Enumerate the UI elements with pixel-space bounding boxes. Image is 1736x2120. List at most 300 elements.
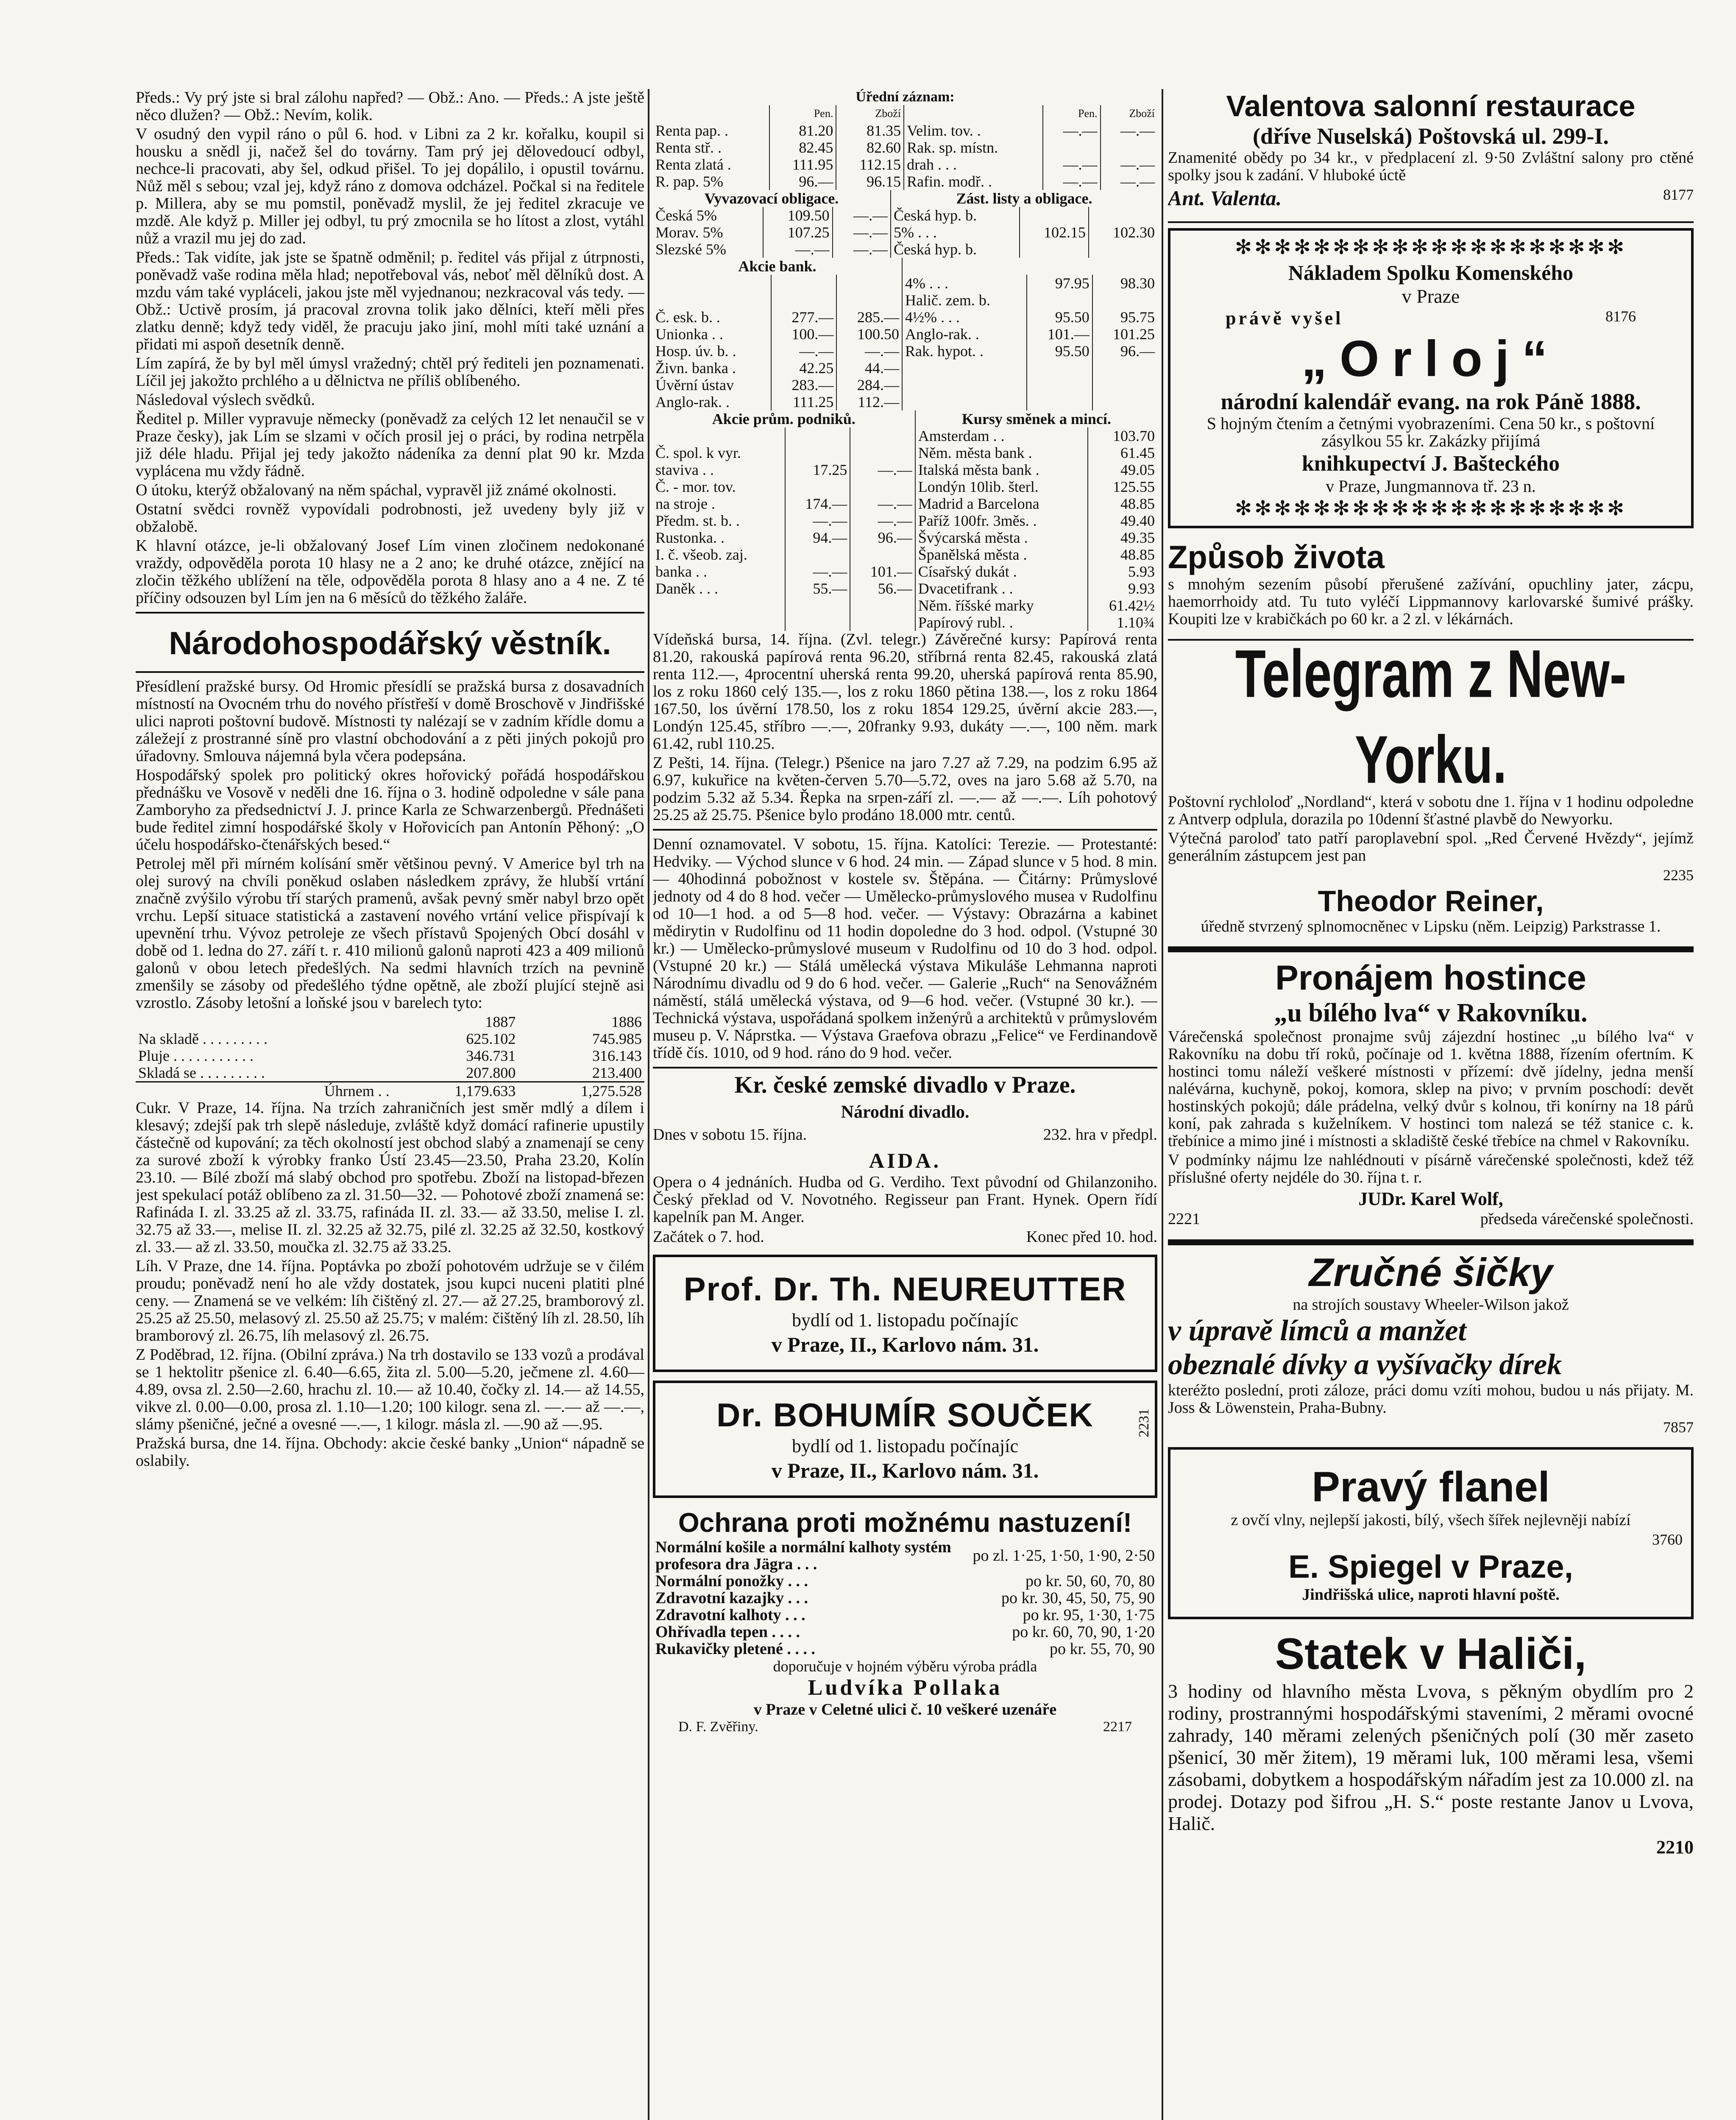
table-row xyxy=(653,563,1157,580)
table-row xyxy=(653,427,1157,444)
column-1 xyxy=(136,89,644,2120)
table-row xyxy=(653,478,1157,495)
price-zbozi xyxy=(836,292,902,309)
table-total-row xyxy=(136,1082,644,1100)
ad-komensky xyxy=(1168,228,1694,528)
article-paragraph: Předs.: Vy prý jste si bral zálohu napřed? — Obž.: Ano. — Předs.: A jste ještě něco dlužen? — Obž.: Nevím, kolik. xyxy=(136,89,644,124)
doctor-name: Prof. Dr. Th. NEUREUTTER xyxy=(683,1270,1127,1308)
price-zbozi: 101.25 xyxy=(1113,326,1155,343)
price-pen xyxy=(785,444,850,461)
ochrana-address: v Praze v Celetné ulici č. 10 veškeré uzenáře xyxy=(753,1701,1057,1718)
price-zbozi: 82.60 xyxy=(836,139,904,156)
table-header-row xyxy=(653,258,1157,275)
sicky-body: kteréžto poslední, proti záloze, práci domu vzíti mohou, budou u nás přijaty. M. Joss & Löwenstein, Praha-Bubny. xyxy=(1168,1381,1694,1417)
security-name: Č. - mor. tov. xyxy=(653,478,785,495)
table-row xyxy=(136,1064,644,1082)
theatre-start: Začátek o 7. hod. xyxy=(653,1228,764,1246)
price-pen xyxy=(785,546,850,563)
exchange-name: Císařský dukát . xyxy=(915,563,1088,580)
pronajem-footer xyxy=(1168,1210,1694,1228)
exchange-value: 61.45 xyxy=(1120,444,1155,461)
exchange-name: Něm. města bank . xyxy=(915,444,1088,461)
column-rule-1 xyxy=(648,89,649,2120)
ochrana-foot: D. F. Zvěřiny. xyxy=(678,1719,758,1735)
price-pen: 102.15 xyxy=(1020,224,1089,241)
section-akcie-prum: Akcie prům. podniků. xyxy=(653,410,915,427)
price-zbozi: —.— xyxy=(833,207,891,224)
table-row xyxy=(653,241,1157,258)
exchange-value: 48.85 xyxy=(1120,495,1155,512)
ad-flanel xyxy=(1168,1447,1694,1619)
exchange-name: Madrid a Barcelona xyxy=(915,495,1088,512)
price-zbozi: 284.— xyxy=(836,377,902,393)
price-pen: 283.— xyxy=(771,377,837,393)
price-pen xyxy=(1020,241,1089,258)
article-paragraph: Ostatní svědci rovněž vypovídali podrobnosti, jež uvedeny byly již v obžalobě. xyxy=(136,500,644,536)
price-pen xyxy=(785,614,850,631)
price-zbozi: 285.— xyxy=(836,309,902,326)
pronajem-body: Várečenská společnost pronajme svůj zájezdní hostinec „u bílého lva“ v Rakovníku na dobu tří roků, počínaje od 1. května 1888, řízením ofertním. K hostinci tomu náleží veškeré místnosti v přízemí: dvě jídelny, jedna menší nalévárna, kuchyně, pokoj, komora, sklep na pivo; v prvním poschodí: devět hostinských pokojů; dále prádelna, velký dvůr s kolnou, tři konírny na 18 párů koní, pak zahrada s kuželníkem. V hostinci tom nalezá se též stanice c. k. třebínice a mimo jiné i místnosti a skladiště české třebíce na chmel v Rakovníku. xyxy=(1168,1028,1694,1150)
star-border-icon: ✻✻✻✻✻✻✻✻✻✻✻✻✻✻✻✻✻✻✻✻ xyxy=(1234,236,1627,259)
telegram-body: Poštovní rychloloď „Nordland“, která v sobotu dne 1. října v 1 hodinu odpoledne z Antverp odplula, dorazila po 10denní šťastné plavbě do Newyorku. xyxy=(1168,793,1694,828)
valenta-signature: Ant. Valenta. xyxy=(1168,186,1282,210)
ad-code: 2217 xyxy=(1103,1719,1132,1735)
security-name: Velim. tov. . xyxy=(904,122,1043,139)
price-pen: —.— xyxy=(771,343,837,360)
table-row xyxy=(653,461,1157,478)
market-paragraph: Líh. V Praze, dne 14. října. Poptávka po zboží pohotovém udržuje se v čilém proudu; poněvadž není ho ale vždy dostatek, jsou kupci nuceni platiti plné ceny. — Znamená se ve velkém: líh čištěný zl. 27.— až 27.25, bramborový zl. 25.25 až 25.50, melasový zl. 25.50 až 25.75; v malém: čištěný líh zl. 28.50, líh bramborový zl. 26.75, líh melasový zl. 26.75. xyxy=(136,1257,644,1345)
theatre-opera: AIDA. xyxy=(869,1149,942,1172)
divider xyxy=(136,671,644,673)
table-row xyxy=(653,173,1157,190)
price-zbozi: 81.35 xyxy=(836,122,904,139)
price-zbozi xyxy=(850,427,915,444)
telegram-title: Telegram z New-Yorku. xyxy=(1235,636,1627,798)
security-name: Anglo-rak. . xyxy=(902,326,1027,343)
pronajem-body: V podmínky nájmu lze nahlédnouti v písárně várečenské společnosti, kdež též příslušné oferty nejdéle do 30. října t. r. xyxy=(1168,1151,1694,1186)
security-name: Renta pap. . xyxy=(653,122,769,139)
security-name: Úvěrní ústav xyxy=(653,377,771,393)
price-pen xyxy=(1043,139,1101,156)
market-paragraph: Pražská bursa, dne 14. října. Obchody: akcie české banky „Union“ nápadně se oslabily. xyxy=(136,1434,644,1470)
orloj-title: „Orloj“ xyxy=(1301,330,1560,387)
security-name xyxy=(902,377,1027,393)
reiner-body: úředně stvrzený splnomocněnec v Lipsku (něm. Leipzig) Parkstrasse 1. xyxy=(1201,918,1661,935)
ad-code: 2231 xyxy=(1136,1409,1152,1437)
value-1887: 346.731 xyxy=(466,1047,516,1064)
value-1886: 745.985 xyxy=(592,1030,642,1047)
price-pen xyxy=(785,478,850,495)
table-row xyxy=(653,1623,1157,1640)
theatre-end: Konec před 10. hod. xyxy=(1026,1228,1157,1246)
price-zbozi: 102.30 xyxy=(1113,224,1155,241)
clothing-price: po kr. 50, 60, 70, 80 xyxy=(1025,1572,1155,1590)
exchange-value: 5.93 xyxy=(1128,563,1155,580)
price-pen: 97.95 xyxy=(1027,275,1092,292)
article-paragraph: K hlavní otázce, je-li obžalovaný Josef Lím vinen zločinem nedokonané vraždy, odpověděla porota 10 hlasy ne a 2 ano; ke druhé otázce, znějící na zločin těžkého ublížení na těle, odpověděla porota 8 hlasy ano a 4 ne. Z té příčiny odsouzen byl Lím jen na 6 měsíců do těžkého žaláře. xyxy=(136,537,644,607)
flanel-address: Jindřišská ulice, naproti hlavní poště. xyxy=(1302,1586,1560,1604)
flanel-title: Pravý flanel xyxy=(1312,1463,1550,1511)
komensky-line2: v Praze xyxy=(1402,285,1460,307)
pronajem-role: předseda várečenské společnosti. xyxy=(1480,1210,1694,1228)
price-pen: 95.50 xyxy=(1027,309,1092,326)
quotes-title: Úřední záznam: xyxy=(855,89,955,105)
security-name xyxy=(902,360,1027,377)
ochrana-recommend: doporučuje v hojném výběru výroba prádla xyxy=(773,1658,1037,1675)
clothing-price: po kr. 55, 70, 90 xyxy=(1049,1640,1155,1658)
statek-title: Statek v Haliči, xyxy=(1275,1629,1587,1679)
table-header-row xyxy=(136,1013,644,1030)
ad-neureutter xyxy=(653,1255,1157,1372)
price-zbozi xyxy=(850,444,915,461)
price-zbozi xyxy=(850,597,915,614)
table-row xyxy=(653,343,1157,360)
security-name: I. č. všeob. zaj. xyxy=(653,546,785,563)
theatre-date-row xyxy=(653,1125,1157,1144)
exchange-name: Dvacetifrank . . xyxy=(915,580,1088,597)
valenta-title: Valentova salonní restaurace xyxy=(1226,89,1636,123)
market-paragraph: Cukr. V Praze, 14. října. Na trzích zahraničních jest směr mdlý a dílem i klesavý; zdejší pak trh slepě následuje, zvláště když domácí rafinerie upustily částečně od kupování; za těch okolností jest obchod slabý a znamenají se ceny za surové zboží k výrobky franko Ústí 23.45—23.50, Praha 23.20, Kolín 23.10. — Bílé zboží má slabý obchod pro spotřebu. Zboží na listopad-březen jest spekulací potáž oblíbeno za zl. 31.50—32. — Pohotové zboží znamená se: Rafináda I. zl. 33.25 až zl. 33.75, rafináda II. zl. 33.— až 33.50, melise I. zl. 32.75 až 33.—, melise II. zl. 32.25 až 32.75, pilé zl. 32.25 až 32.50, kostkový zl. 33.— až zl. 33.50, moučka zl. 32.75 až 33.25. xyxy=(136,1099,644,1256)
row-label: Skladá se . . . . . . . . . xyxy=(138,1064,265,1081)
table-row xyxy=(653,139,1157,156)
price-zbozi: —.— xyxy=(1120,122,1155,139)
denni-paragraph: Denní oznamovatel. V sobotu, 15. října. Katolíci: Terezie. — Protestanté: Hedviky. — Východ slunce v 6 hod. 24 min. — Západ slunce v 5 hod. 8 min. — 40hodinná pobožnost v kostele sv. Štěpána. — Čitárny: Průmyslové jednoty od 4 do 8 hod. večer — Umělecko-průmyslového musea v Rudolfinu od 10—1 hod. a od 5—8 hod. večer. — Výstavy: Obrazárna a kabinet mědirytin v Rudolfinu od 11 hodin dopoledne do 3 hod. odpol. (Vstupné 30 kr.) — Umělecko-průmyslové museum v Rudolfinu od 10 do 3 hod. odpol. (Vstupné 20 kr.) — Stálá umělecká výstava Mikuláše Lehmanna naproti Národnímu divadlu od 9 do 6 hod. večer. — Galerie „Ruch“ na Senovážném náměstí, stálá umělecká výstava, od 9—6 hod. večer. (Vstupné 30 kr.). — Technická výstava, uspořádaná spolkem inženýrů a architektů v průmyslovém museu p. V. Náprstka. — Výstava Graefova obrazu „Felice“ ve Ferdinandově třídě čís. 1010, od 9 hod. ráno do 9 hod. večer. xyxy=(653,835,1157,1062)
table-row xyxy=(653,614,1157,631)
security-name: banka . . xyxy=(653,563,785,580)
column-rule-2 xyxy=(1162,89,1163,2120)
security-name: drah . . . xyxy=(904,156,1043,173)
price-pen xyxy=(1027,393,1092,410)
exchange-name: Papírový rubl. . xyxy=(915,614,1088,631)
clothing-item: Rukavičky pletené . . . . xyxy=(655,1640,815,1658)
quotes-table-banks xyxy=(653,258,1157,410)
valenta-body: Znamenité obědy po 34 kr., v předplacení zl. 9·50 Zvláštní salony pro ctěné spolky jsou k zadání. V hluboké úctě xyxy=(1168,149,1694,184)
price-zbozi xyxy=(1092,292,1157,309)
exchange-name: Španělská města . xyxy=(915,546,1088,563)
total-label: Úhrnem . . xyxy=(324,1082,390,1099)
doctor-line: bydlí od 1. listopadu počínajíc xyxy=(791,1436,1019,1456)
security-name: Živn. banka . xyxy=(653,360,771,377)
ochrana-table xyxy=(653,1539,1157,1657)
security-name: Č. esk. b. . xyxy=(653,309,771,326)
table-row xyxy=(136,1047,644,1064)
price-zbozi: 96.— xyxy=(850,529,915,546)
ad-valenta xyxy=(1168,89,1694,210)
value-1886: 316.143 xyxy=(592,1047,642,1064)
ad-sicky xyxy=(1168,1239,1694,1436)
security-name: Česká 5% xyxy=(653,207,763,224)
theatre-title: Kr. české zemské divadlo v Praze. xyxy=(734,1072,1076,1098)
price-pen: —.— xyxy=(1043,122,1101,139)
value-1886: 213.400 xyxy=(592,1064,642,1081)
security-name: Halič. zem. b. xyxy=(902,292,1027,309)
pronajem-subtitle: „u bílého lva“ v Rakovníku. xyxy=(1274,999,1588,1027)
pen-label: Pen. xyxy=(769,105,836,122)
theatre-text: Opera o 4 jednáních. Hudba od G. Verdiho. Text původní od Ghilanzoniho. Český překlad od V. Novotného. Regisseur pan Frant. Hynek. Opern řídí kapelník pan M. Anger. xyxy=(653,1173,1157,1226)
komensky-shop: knihkupectví J. Bašteckého xyxy=(1301,452,1560,476)
ochrana-firm: Ludvíka Pollaka xyxy=(808,1676,1003,1700)
table-row xyxy=(653,529,1157,546)
clothing-price: po zl. 1·25, 1·50, 1·90, 2·50 xyxy=(972,1547,1155,1565)
ad-code: 2210 xyxy=(1656,1837,1694,1858)
clothing-price: po kr. 30, 45, 50, 75, 90 xyxy=(1001,1589,1155,1607)
doctor-address: v Praze, II., Karlovo nám. 31. xyxy=(771,1459,1039,1482)
pronajem-title: Pronájem hostince xyxy=(1275,959,1586,997)
table-row xyxy=(653,292,1157,309)
clothing-item: Ohřívadla tepen . . . . xyxy=(655,1623,800,1641)
exchange-value: 49.05 xyxy=(1120,461,1155,478)
article-paragraph: O útoku, kterýž obžalovaný na něm spáchal, vypravěl již známé okolnosti. xyxy=(136,481,617,499)
pest-paragraph: Z Pešti, 14. října. (Telegr.) Pšenice na jaro 7.27 až 7.29, na podzim 6.95 až 6.97, kukuřice na květen-červen 5.70—5.72, oves na jaro 5.68 až 5.70, na podzim 5.32 až 5.34. Řepka na srpen-září zl. —.— až —.—. Líh pohotový 25.25 až 25.75. Pšenice bylo prodáno 18.000 mtr. centů. xyxy=(653,754,1157,824)
price-zbozi: 112.— xyxy=(836,393,902,410)
komensky-line3: právě vyšel xyxy=(1226,308,1343,329)
price-pen: 17.25 xyxy=(785,461,850,478)
flanel-firm: E. Spiegel v Praze, xyxy=(1288,1549,1573,1585)
ad-pronajem xyxy=(1168,946,1694,1228)
table-row xyxy=(653,326,1157,343)
valenta-subtitle: (dříve Nuselská) Poštovská ul. 299-I. xyxy=(1252,123,1609,149)
price-zbozi: —.— xyxy=(850,461,915,478)
table-header-row xyxy=(653,105,1157,122)
clothing-item: Zdravotní kazajky . . . xyxy=(655,1589,808,1607)
quotes-table-rent xyxy=(653,105,1157,190)
price-zbozi xyxy=(1089,241,1157,258)
exchange-value: 49.40 xyxy=(1120,512,1155,529)
valenta-footer xyxy=(1168,186,1694,210)
clothing-price: po kr. 60, 70, 90, 1·20 xyxy=(1012,1623,1155,1641)
security-name: 4½% . . . xyxy=(902,309,1027,326)
table-row xyxy=(136,1030,644,1047)
price-zbozi xyxy=(850,478,915,495)
price-pen: 174.— xyxy=(785,495,850,512)
price-pen: 95.50 xyxy=(1027,343,1092,360)
article-paragraph: V osudný den vypil ráno o půl 6. hod. v Libni za 2 kr. kořalku, koupil si housku a snědl ji, načež šel do továrny. Tam prý jej dělovedoucí odbyl, nechce-li pracovati, aby šel, odkud přišel. To jej dopálilo, i opustil továrnu. Nůž měl s sebou; vzal jej, když ráno z domova odcházel. Počkal si na ředitele p. Millera, aby se mu pomstil, poněvadž myslil, že jej ředitel zkracuje ve mzdě. Ale když p. Miller jej odbyl, tu prý zmocnila se ho lítost a zlost, vytáhl nůž a vrazil mu jej do zad. xyxy=(136,125,644,247)
price-zbozi: —.— xyxy=(833,241,891,258)
table-row xyxy=(653,122,1157,139)
telegram-body: Výtečná paroloď tato patří paroplavební spol. „Red Červené Hvězdy“, jejímž generálním zástupcem jest pan xyxy=(1168,829,1694,865)
column-3 xyxy=(1168,89,1694,2120)
price-zbozi: 96.— xyxy=(1120,343,1155,360)
section-kursy: Kursy směnek a mincí. xyxy=(961,410,1111,427)
price-pen: 277.— xyxy=(771,309,837,326)
price-pen: 111.95 xyxy=(769,156,836,173)
table-row xyxy=(653,495,1157,512)
exchange-value: 48.85 xyxy=(1120,546,1155,563)
ad-code: 2235 xyxy=(1663,867,1694,884)
exchange-name: Italská města bank . xyxy=(915,461,1088,478)
security-name: Slezské 5% xyxy=(653,241,763,258)
table-row xyxy=(653,224,1157,241)
price-zbozi: —.— xyxy=(850,512,915,529)
price-pen: 107.25 xyxy=(763,224,832,241)
price-zbozi: —.— xyxy=(836,343,902,360)
price-zbozi: —.— xyxy=(1120,156,1155,173)
theatre-subtitle: Národní divadlo. xyxy=(841,1102,970,1122)
table-row xyxy=(653,597,1157,614)
value-1887: 625.102 xyxy=(466,1030,516,1047)
price-pen xyxy=(1027,377,1092,393)
section-listy: Zást. listy a obligace. xyxy=(956,190,1092,207)
price-pen: 111.25 xyxy=(771,393,837,410)
price-pen: —.— xyxy=(785,563,850,580)
security-name: 4% . . . xyxy=(902,275,1027,292)
sicky-line1: na strojích soustavy Wheeler-Wilson jakož xyxy=(1293,1296,1569,1314)
ad-telegram xyxy=(1168,636,1694,935)
ad-code: 3760 xyxy=(1652,1531,1683,1548)
price-zbozi xyxy=(1092,393,1157,410)
security-name: Daněk . . . xyxy=(653,580,785,597)
quotes-table-industry xyxy=(653,410,1157,631)
doctor-address: v Praze, II., Karlovo nám. 31. xyxy=(771,1333,1039,1356)
quotes-table-obligations xyxy=(653,190,1157,258)
price-zbozi: 95.75 xyxy=(1120,309,1155,326)
theatre-performance: 232. hra v předpl. xyxy=(1043,1126,1157,1144)
theatre-date: Dnes v sobotu 15. října. xyxy=(653,1126,807,1144)
article-paragraph: Ředitel p. Miller vypravuje německy (poněvadž za celých 12 let nenaučil se v Praze česky), jak Lím se slzami v očích prosil jej o práci, by rodina netrpěla již déle hladu. Přijal jej tedy jakožto nádeníka za denní plat 90 kr. Mzda vyplácena mu vždy řádně. xyxy=(136,410,644,480)
sicky-big2: obeznalé dívky a vyšívačky dírek xyxy=(1168,1348,1562,1381)
zpusob-title: Způsob života xyxy=(1168,539,1385,575)
row-label: Na skladě . . . . . . . . . xyxy=(138,1030,268,1047)
stock-table xyxy=(136,1013,644,1099)
price-zbozi xyxy=(850,546,915,563)
sicky-title: Zručné šičky xyxy=(1309,1250,1553,1294)
security-name: Morav. 5% xyxy=(653,224,763,241)
row-label: Pluje . . . . . . . . . . . xyxy=(138,1047,254,1064)
price-pen: 42.25 xyxy=(771,360,837,377)
column-2 xyxy=(653,89,1157,2120)
komensky-line1: Nákladem Spolku Komenského xyxy=(1288,261,1574,285)
table-row xyxy=(653,156,1157,173)
table-row xyxy=(653,360,1157,377)
zbozi-label: Zboží xyxy=(1129,107,1155,120)
econ-paragraph: Hospodářský spolek pro politický okres hořovický pořádá hospodářskou přednášku ve Vosově v neděli dne 16. října o 3. hodině odpoledne v sále pana Zamboryho za předsednictví J. J. prince Karla ze Schwarzenbergů. Přednášeti bude ředitel zimní hospodářské školy v Hořovicích pan Antonín Pěhoný: „O účelu hospodářsko-čtenářských besed.“ xyxy=(136,766,644,854)
exchange-value: 61.42½ xyxy=(1109,597,1155,614)
price-zbozi xyxy=(1092,360,1157,377)
security-name xyxy=(653,427,785,444)
ochrana-footer xyxy=(653,1719,1157,1735)
security-name: na stroje . xyxy=(653,495,785,512)
security-name: staviva . . xyxy=(653,461,785,478)
komensky-kalendar: národní kalendář evang. na rok Páně 1888. xyxy=(1220,389,1641,414)
article-paragraph: Předs.: Tak vidíte, jak jste se špatně odměnil; p. ředitel vás přijal z útrpnosti, poněvadž vaše rodina měla hlad; nepotřeboval vás, neboť měl dělníků dost. A mzdu vám také vypláceli, jakou jste měl vyjednanou; nezkracoval vás tedy. — Obž.: Uctivě prosím, já pracoval zrovna tolik jako dělníci, kteří měli přes zlatku denně; když tedy viděl, že pracuju jako jiní, mohl míti také uznání a přidati mi aspoň desetník denně. xyxy=(136,248,644,353)
security-name xyxy=(902,393,1027,410)
security-name: Hosp. úv. b. . xyxy=(653,343,771,360)
price-pen: 109.50 xyxy=(763,207,832,224)
star-border-icon: ✻✻✻✻✻✻✻✻✻✻✻✻✻✻✻✻✻✻✻✻ xyxy=(1234,497,1627,520)
clothing-price: po kr. 95, 1·30, 1·75 xyxy=(1023,1606,1155,1624)
price-zbozi: —.— xyxy=(833,224,891,241)
exchange-name: Něm. říšské marky xyxy=(915,597,1088,614)
price-pen xyxy=(1027,292,1092,309)
security-name xyxy=(653,275,771,292)
price-zbozi: 100.50 xyxy=(836,326,902,343)
price-zbozi xyxy=(850,614,915,631)
price-pen xyxy=(1020,207,1089,224)
exchange-value: 49.35 xyxy=(1120,529,1155,546)
table-row xyxy=(653,1640,1157,1657)
security-name xyxy=(653,597,785,614)
divider xyxy=(136,612,644,614)
statek-body: 3 hodiny od hlavního města Lvova, s pěkným obydlím pro 2 rodiny, prostrannými hospodářskými staveními, 2 měrami ovocné zahrady, 140 měrami zelených pšeničných polí (30 měr zaseto pšenicí, 30 měr žitem), 19 měrami luk, 100 měrami lesa, všemi zásobami, dobytkem a hospodářským nářadím jest za 10.000 zl. na prodej. Dotazy pod šifrou „H. S.“ poste restante Janov u Lvova, Halič. xyxy=(1168,1680,1694,1834)
doctor-line: bydlí od 1. listopadu počínajíc xyxy=(791,1310,1019,1331)
security-name: Unionka . . xyxy=(653,326,771,343)
table-row xyxy=(653,377,1157,393)
table-row xyxy=(653,1573,1157,1590)
price-pen: —.— xyxy=(785,512,850,529)
ad-code: 8176 xyxy=(1605,308,1636,325)
total-1887: 1,179.633 xyxy=(454,1082,516,1099)
price-pen: 82.45 xyxy=(769,139,836,156)
theatre-times xyxy=(653,1227,1157,1246)
price-zbozi: 98.30 xyxy=(1120,275,1155,292)
exchange-name: Paříž 100fr. 3měs. . xyxy=(915,512,1088,529)
econ-paragraph: Přesídlení pražské bursy. Od Hromic přesídlí se pražská bursa z dosavadních místností na Ovocném trhu do nového přístřeší v domě Broschově v Jindřišské ulici naproti poštovní budově. Místnosti ty nalézají se v zadním křídle domu a záležejí z prostranné síně pro vlastní obchodování a z pěti jiných pokojů pro úřadovny. Smlouva nájemná byla včera podepsána. xyxy=(136,678,644,765)
security-name: Rak. hypot. . xyxy=(902,343,1027,360)
security-name: Rustonka. . xyxy=(653,529,785,546)
section-akcie-bank: Akcie bank. xyxy=(653,258,902,275)
ad-code: 8177 xyxy=(1663,186,1694,203)
komensky-address: v Praze, Jungmannova tř. 23 n. xyxy=(1326,477,1536,496)
komensky-body: S hojným čtením a četnými vyobrazeními. Cena 50 kr., s poštovní zásylkou 55 kr. Zakázky přijímá xyxy=(1207,414,1655,450)
price-pen xyxy=(1027,360,1092,377)
price-pen: 96.— xyxy=(769,173,836,190)
clothing-item: Normální ponožky . . . xyxy=(655,1572,808,1590)
table-row xyxy=(653,512,1157,529)
exchange-name: Amsterdam . . xyxy=(915,427,1088,444)
price-pen xyxy=(785,427,850,444)
price-zbozi: 112.15 xyxy=(836,156,904,173)
header-1886: 1886 xyxy=(611,1013,642,1030)
security-name: Anglo-rak. . xyxy=(653,393,771,410)
section-obligations: Vyvazovací obligace. xyxy=(653,190,891,207)
exchange-name: Švýcarská města . xyxy=(915,529,1088,546)
table-row xyxy=(653,309,1157,326)
price-zbozi xyxy=(1089,207,1157,224)
article-paragraph: Lím zapírá, že by byl měl úmysl vražedný; chtěl prý řediteli jen poznamenati. Líčil jej jakožto prchlého a u dělnictva ne příliš oblíbeného. xyxy=(136,354,644,390)
price-zbozi xyxy=(836,275,902,292)
table-row xyxy=(653,275,1157,292)
ad-code: 2221 xyxy=(1168,1210,1200,1228)
price-pen: 81.20 xyxy=(769,122,836,139)
zbozi-label: Zboží xyxy=(836,105,904,122)
table-row xyxy=(653,1590,1157,1607)
reiner-name: Theodor Reiner, xyxy=(1318,884,1544,918)
table-header-row xyxy=(653,410,1157,427)
divider xyxy=(1168,221,1694,223)
security-name xyxy=(653,614,785,631)
price-pen xyxy=(771,275,837,292)
exchange-name: Londýn 10lib. šterl. xyxy=(915,478,1088,495)
value-1887: 207.800 xyxy=(466,1064,516,1081)
price-zbozi: —.— xyxy=(850,495,915,512)
table-row xyxy=(653,1539,1157,1573)
price-pen: —.— xyxy=(1043,156,1101,173)
zpusob-body: s mnohým sezením působí přerušené zažívání, opuchliny jater, zácpu, haemorrhoidy atd. Tu tuto vyléčí Lippmannovy karlovarské šumivé prášky. Koupiti lze v krabičkách po 60 kr. a 2 zl. v lékárnách. xyxy=(1168,575,1694,628)
security-name: Česká hyp. b. xyxy=(891,207,1020,224)
security-name: 5% . . . xyxy=(891,224,1020,241)
court-article xyxy=(136,89,644,607)
komensky-line3-row xyxy=(1175,307,1687,329)
table-row xyxy=(653,1607,1157,1623)
econ-paragraph: Petrolej měl při mírném kolísání směr většinou pevný. V Americe byl trh na olej surový na chvíli poněkud oslaben následkem zprávy, že hlubší vrtání značně zvýšilo výrobu tří starých pramenů, avšak pevný směr nabyl brzo opět vrchu. Lepší situace statistická a zastavení nového vrtání velice přispívají k upevnění trhu. Vývoz petroleje ze všech přístavů Spojených Obcí dosáhl v době od 1. ledna do 27. září t. r. 410 milionů galonů naproti 423 a 409 milionů galonů v obou letech předešlých. Na sedmi hlavních trzích na pevnině zmenšily se zásoby od předešlého týdne opětně, ale zboží plující stejně asi vzrostlo. Zásoby letošní a loňské jsou v barelech tyto: xyxy=(136,855,644,1012)
pen-label: Pen. xyxy=(1043,105,1101,122)
total-1886: 1,275.528 xyxy=(581,1082,642,1099)
table-row xyxy=(653,393,1157,410)
table-header-row xyxy=(653,190,1157,207)
price-zbozi xyxy=(1092,377,1157,393)
table-row xyxy=(653,207,1157,224)
divider xyxy=(653,829,1157,831)
